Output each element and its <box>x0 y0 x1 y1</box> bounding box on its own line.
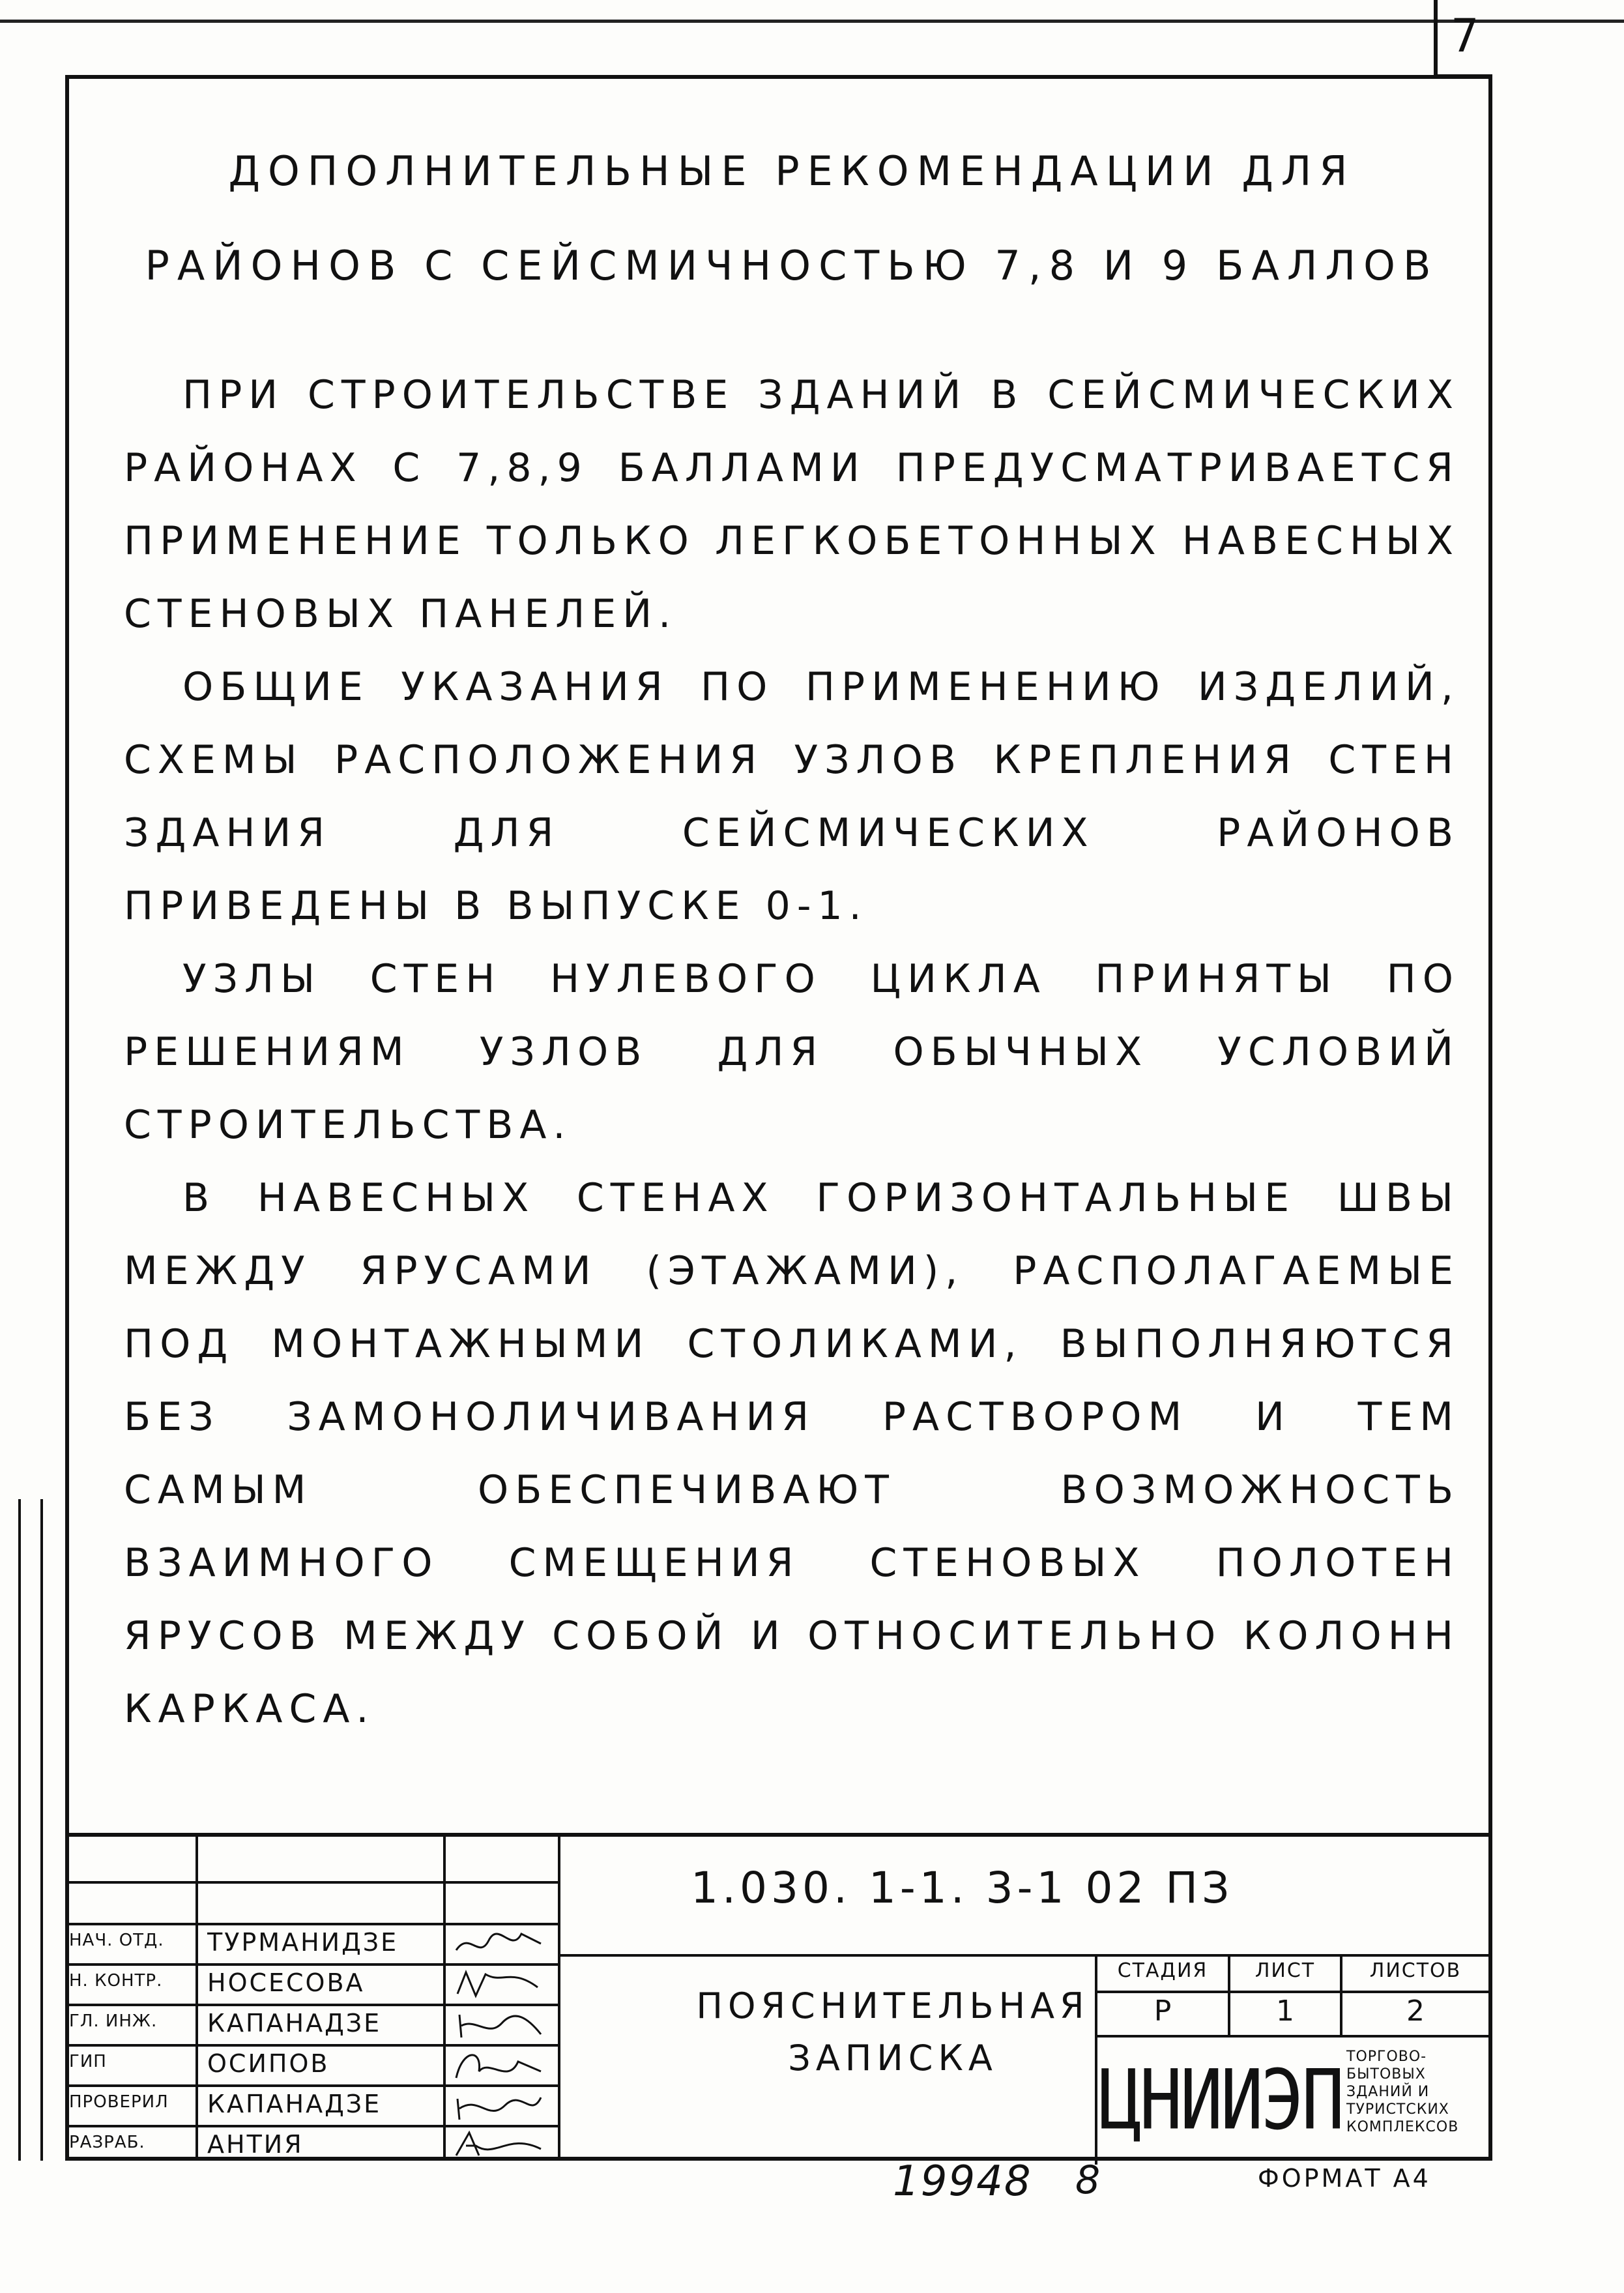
role-label: ГЛ. ИНЖ. <box>69 2011 158 2031</box>
document-code: 1.030. 1-1. 3-1 02 ПЗ <box>691 1863 1234 1913</box>
document-title <box>124 124 1460 313</box>
signature-icon <box>450 2086 547 2126</box>
document-name-line-2: ЗАПИСКА <box>788 2037 998 2079</box>
organization-logo: ЦНИИЭП <box>1099 2052 1342 2148</box>
left-binding-strip <box>0 1499 65 2161</box>
title-block <box>65 1833 1492 2161</box>
signature-row <box>65 2126 560 2167</box>
signature-row <box>65 2005 560 2045</box>
signature-icon <box>450 2005 547 2045</box>
document-body <box>124 124 1460 1745</box>
sheet-number-box <box>1434 0 1492 78</box>
role-label: ГИП <box>69 2052 107 2071</box>
sheet-number: 7 <box>1451 9 1479 63</box>
person-name: АНТИЯ <box>207 2130 304 2159</box>
signature-row <box>65 1924 560 1964</box>
stage-header: СТАДИЯ <box>1117 1959 1208 1982</box>
role-label: ПРОВЕРИЛ <box>69 2092 169 2112</box>
person-name: КАПАНАДЗЕ <box>207 2090 382 2118</box>
document-name-line-1: ПОЯСНИТЕЛЬНАЯ <box>696 1985 1090 2026</box>
signature-icon <box>450 2126 547 2167</box>
paper-format: ФОРМАТ А4 <box>1258 2164 1431 2193</box>
paragraph-horizontal-joints: В НАВЕСНЫХ СТЕНАХ ГОРИЗОНТАЛЬНЫЕ ШВЫ МЕЖДУ ЯРУСАМИ (ЭТАЖАМИ), РАСПОЛАГАЕМЫЕ ПОД МОНТАЖНЫМИ СТОЛИКАМИ, ВЫПОЛНЯЮТСЯ БЕЗ ЗАМОНОЛИЧИВАНИЯ РАСТВОРОМ И ТЕМ САМЫМ ОБЕСПЕЧИВАЮТ ВОЗМОЖНОСТЬ ВЗАИМНОГО СМЕЩЕНИЯ СТЕНОВЫХ ПОЛОТЕН ЯРУСОВ МЕЖДУ СОБОЙ И ОТНОСИТЕЛЬНО КОЛОНН КАРКАСА. <box>124 1175 1460 1732</box>
signature-row <box>65 1964 560 2005</box>
stage-value: Р <box>1153 1994 1172 2028</box>
person-name: ТУРМАНИДЗЕ <box>207 1928 399 1957</box>
title-line-1: ДОПОЛНИТЕЛЬНЫЕ РЕКОМЕНДАЦИИ ДЛЯ <box>228 147 1356 195</box>
paragraph-seismic-panels: ПРИ СТРОИТЕЛЬСТВЕ ЗДАНИЙ В СЕЙСМИЧЕСКИХ РАЙОНАХ С 7,8,9 БАЛЛАМИ ПРЕДУСМАТРИВАЕТСЯ ПРИМЕНЕНИЕ ТОЛЬКО ЛЕГКОБЕТОННЫХ НАВЕСНЫХ СТЕНОВЫХ ПАНЕЛЕЙ. <box>124 372 1460 637</box>
person-name: НОСЕСОВА <box>207 1968 365 1997</box>
organization-description: ТОРГОВО-БЫТОВЫХ ЗДАНИЙ И ТУРИСТСКИХ КОМПЛЕКСОВ <box>1346 2049 1459 2135</box>
signature-row <box>65 2045 560 2086</box>
signature-row <box>65 2086 560 2126</box>
signature-icon <box>450 1964 547 2005</box>
stage-table <box>1095 1954 1488 2165</box>
footer-number: 8 <box>1075 2157 1101 2203</box>
sheet-header: ЛИСТ <box>1254 1959 1316 1982</box>
inventory-number: 19948 <box>893 2157 1032 2206</box>
title-line-2: РАЙОНОВ С СЕЙСМИЧНОСТЬЮ 7,8 И 9 БАЛЛОВ <box>145 242 1439 289</box>
person-name: КАПАНАДЗЕ <box>207 2009 382 2037</box>
person-name: ОСИПОВ <box>207 2049 330 2078</box>
signature-icon <box>450 1924 547 1964</box>
role-label: РАЗРАБ. <box>69 2133 145 2152</box>
role-label: НАЧ. ОТД. <box>69 1931 164 1950</box>
paragraph-zero-cycle: УЗЛЫ СТЕН НУЛЕВОГО ЦИКЛА ПРИНЯТЫ ПО РЕШЕНИЯМ УЗЛОВ ДЛЯ ОБЫЧНЫХ УСЛОВИЙ СТРОИТЕЛЬСТВА. <box>124 956 1460 1148</box>
top-edge-line <box>0 20 1624 23</box>
paragraph-general-instructions: ОБЩИЕ УКАЗАНИЯ ПО ПРИМЕНЕНИЮ ИЗДЕЛИЙ, СХЕМЫ РАСПОЛОЖЕНИЯ УЗЛОВ КРЕПЛЕНИЯ СТЕН ЗДАНИЯ ДЛЯ СЕЙСМИЧЕСКИХ РАЙОНОВ ПРИВЕДЕНЫ В ВЫПУСКЕ 0-1. <box>124 664 1460 929</box>
title-block-signatures <box>65 1837 560 2161</box>
document-name <box>626 1980 1160 2084</box>
sheets-header: ЛИСТОВ <box>1369 1959 1462 1982</box>
role-label: Н. КОНТР. <box>69 1971 163 1991</box>
sheet-value: 1 <box>1276 1994 1294 2028</box>
signature-icon <box>450 2045 547 2086</box>
sheets-value: 2 <box>1406 1994 1425 2028</box>
